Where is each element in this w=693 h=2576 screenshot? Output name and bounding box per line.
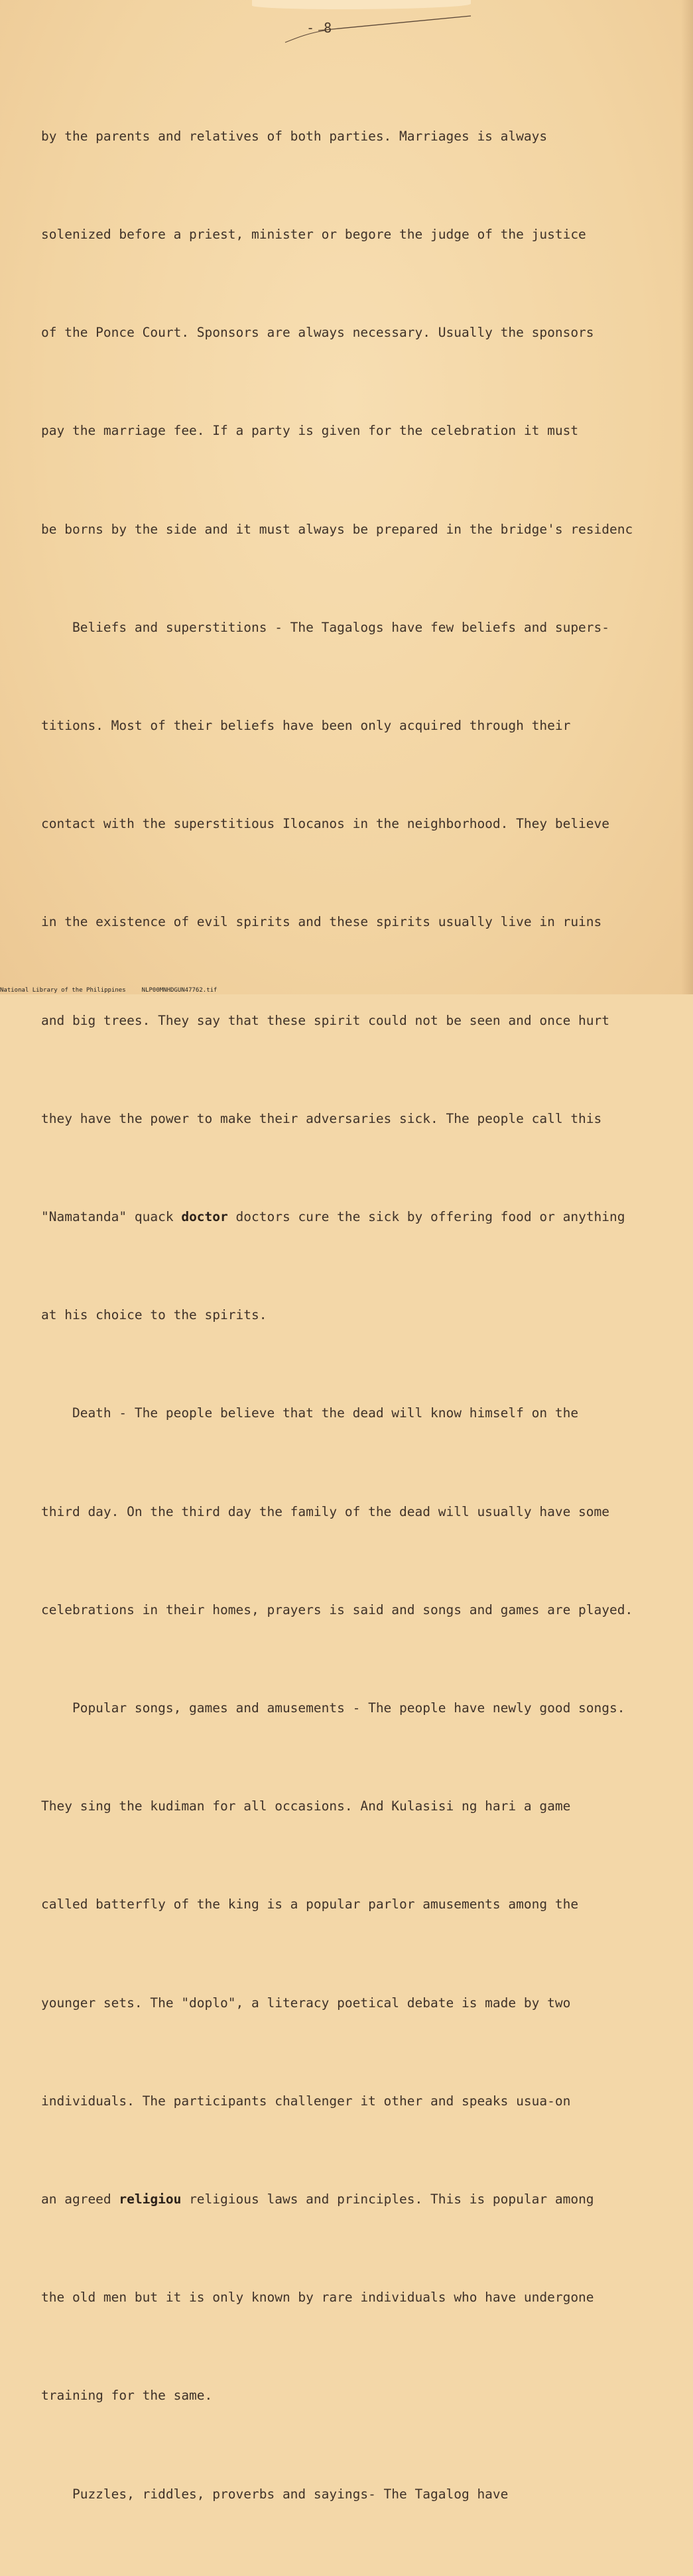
text-line: they have the power to make their adversaries sick. The people call this bbox=[41, 1110, 602, 1126]
text-line: solenized before a priest, minister or begore the judge of the justice bbox=[41, 227, 586, 243]
text-line: of the Ponce Court. Sponsors are always necessary. Usually the sponsors bbox=[41, 325, 594, 341]
text-line: pay the marriage fee. If a party is given for the celebration it must bbox=[41, 423, 579, 439]
text-line: Popular songs, games and amusements - The people have newly good songs. bbox=[41, 1700, 625, 1716]
text-line: individuals. The participants challenger it other and speaks usua-on bbox=[41, 2093, 571, 2109]
typed-over-word: doctor bbox=[181, 1209, 228, 1225]
page-number: - 8 bbox=[306, 20, 333, 36]
text-line: They sing the kudiman for all occasions. And Kulasisi ng hari a game bbox=[41, 1798, 571, 1814]
text-line: and big trees. They say that these spirit could not be seen and once hurt bbox=[41, 1012, 610, 1028]
text-fragment: an agreed bbox=[41, 2192, 119, 2207]
text-line: celebrations in their homes, prayers is said and songs and games are played. bbox=[41, 1602, 633, 1617]
text-line: younger sets. The "doplo", a literacy poetical debate is made by two bbox=[41, 1995, 571, 2011]
text-fragment: doctors cure the sick by offering food or anything bbox=[227, 1209, 625, 1225]
text-line-with-strikeout bbox=[41, 2183, 664, 2215]
footer-institution: National Library of the Philippines bbox=[0, 987, 126, 994]
text-line: titions. Most of their beliefs have been only acquired through their bbox=[41, 718, 571, 734]
text-line: by the parents and relatives of both parties. Marriages is always bbox=[41, 128, 548, 144]
text-line: Puzzles, riddles, proverbs and sayings- The Tagalog have bbox=[41, 2486, 509, 2502]
text-line: at his choice to the spirits. bbox=[41, 1307, 267, 1323]
torn-edge bbox=[252, 0, 471, 9]
page-edge-shadow bbox=[681, 0, 693, 994]
text-line: Death - The people believe that the dead will know himself on the bbox=[41, 1405, 579, 1421]
text-line: be borns by the side and it must always be prepared in the bridge's residenc bbox=[41, 521, 633, 537]
text-line: called batterfly of the king is a popular parlor amusements among the bbox=[41, 1897, 579, 1912]
typed-over-word: religiou bbox=[119, 2192, 182, 2207]
text-line: in the existence of evil spirits and these spirits usually live in ruins bbox=[41, 914, 602, 930]
scan-footer bbox=[0, 987, 233, 994]
footer-filename: NLP00MNHDGUN47762.tif bbox=[141, 987, 218, 994]
text-line: Beliefs and superstitions - The Tagalogs have few beliefs and supers- bbox=[41, 619, 610, 635]
text-line-with-strikeout bbox=[41, 1200, 664, 1233]
text-fragment: religious laws and principles. This is popular among bbox=[181, 2192, 594, 2207]
body-text bbox=[41, 54, 664, 2576]
text-line: the old men but it is only known by rare individuals who have undergone bbox=[41, 2290, 594, 2306]
text-line: training for the same. bbox=[41, 2388, 213, 2404]
text-fragment: "Namatanda" quack bbox=[41, 1209, 182, 1225]
text-line: contact with the superstitious Ilocanos in the neighborhood. They believe bbox=[41, 816, 610, 832]
text-line: third day. On the third day the family of the dead will usually have some bbox=[41, 1503, 610, 1519]
